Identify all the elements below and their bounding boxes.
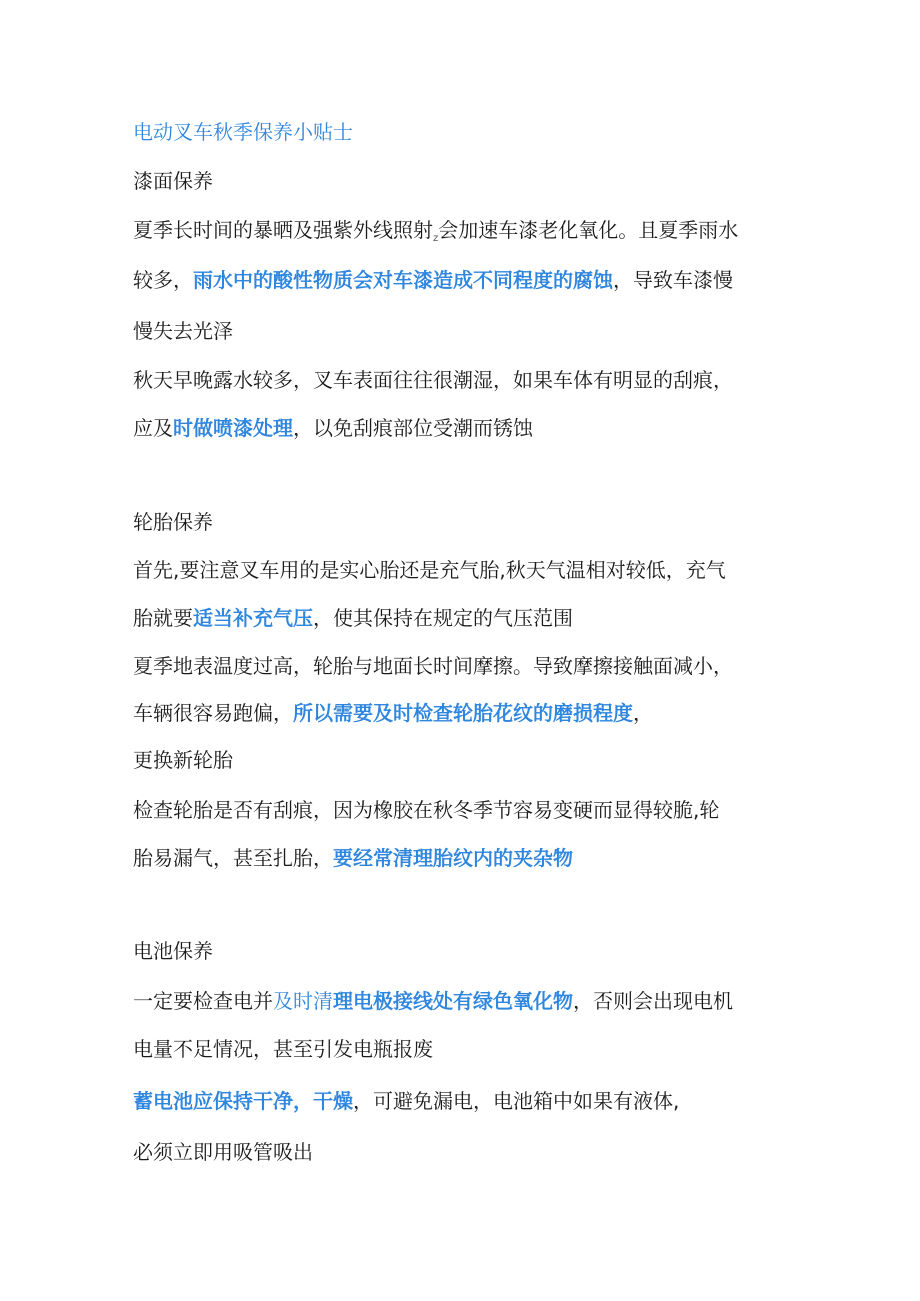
document-title: 电动叉车秋季保养小贴士 bbox=[133, 120, 353, 144]
section-heading-paint: 漆面保养 bbox=[133, 169, 213, 193]
paragraph-line bbox=[133, 265, 733, 295]
text-span: ，使其保持在规定的气压范围 bbox=[313, 606, 573, 630]
highlight-text: 所以需要及时检查轮胎花纹的磨损程度 bbox=[293, 701, 633, 725]
highlight-text: 蓄电池应保持干净，干燥 bbox=[133, 1089, 353, 1113]
text-span: ，否则会出现电机 bbox=[573, 989, 733, 1013]
paragraph-line bbox=[133, 413, 533, 443]
paragraph-line bbox=[133, 603, 573, 633]
highlight-text: 适当补充气压 bbox=[193, 606, 313, 630]
text-span: ，可避免漏电，电池箱中如果有液体, bbox=[353, 1089, 680, 1113]
paragraph-line: 检查轮胎是否有刮痕，因为橡胶在秋冬季节容易变硬而显得较脆,轮 bbox=[133, 798, 720, 822]
paragraph-line bbox=[133, 1086, 679, 1116]
highlight-text: 要经常清理胎纹内的夹杂物 bbox=[333, 846, 573, 870]
paragraph-line bbox=[133, 215, 738, 245]
highlight-text-light: 及时清 bbox=[273, 989, 333, 1013]
text-span: 会加速车漆老化氧化。且夏季雨水 bbox=[438, 218, 739, 242]
text-span: 应及 bbox=[133, 416, 173, 440]
highlight-text: 雨水中的酸性物质会对车漆造成不同程度的腐蚀 bbox=[193, 268, 613, 292]
highlight-text: 时做喷漆处理 bbox=[173, 416, 293, 440]
text-span: ，导致车漆慢 bbox=[613, 268, 733, 292]
text-span: 一定要检查电并 bbox=[133, 989, 273, 1013]
highlight-text: 理电极接线处有绿色氧化物 bbox=[333, 989, 573, 1013]
text-span: 车辆很容易跑偏， bbox=[133, 701, 293, 725]
paragraph-line: 首先,要注意叉车用的是实心胎还是充气胎,秋天气温相对较低，充气 bbox=[133, 558, 726, 582]
section-heading-tire: 轮胎保养 bbox=[133, 510, 213, 534]
paragraph-line bbox=[133, 843, 573, 873]
paragraph-line: 必须立即用吸管吸出 bbox=[133, 1140, 313, 1164]
text-span: ， bbox=[633, 701, 653, 725]
text-span: 夏季长时间的暴晒及强紫外线照射 bbox=[133, 218, 433, 242]
paragraph-line: 夏季地表温度过高，轮胎与地面长时间摩擦。导致摩擦接触面减小， bbox=[133, 654, 733, 678]
text-span: 胎易漏气，甚至扎胎， bbox=[133, 846, 333, 870]
paragraph-line: 电量不足情况，甚至引发电瓶报废 bbox=[133, 1037, 433, 1061]
text-span: 较多， bbox=[133, 268, 193, 292]
text-span: 胎就要 bbox=[133, 606, 193, 630]
text-span: ，以免刮痕部位受潮而锈蚀 bbox=[293, 416, 533, 440]
section-heading-battery: 电池保养 bbox=[133, 939, 213, 963]
paragraph-line: 更换新轮胎 bbox=[133, 748, 233, 772]
stray-mark: z bbox=[433, 233, 439, 244]
paragraph-line bbox=[133, 986, 733, 1016]
paragraph-line: 秋天早晚露水较多，叉车表面往往很潮湿，如果车体有明显的刮痕， bbox=[133, 368, 733, 392]
paragraph-line: 慢失去光泽 bbox=[133, 319, 233, 343]
paragraph-line bbox=[133, 698, 653, 728]
